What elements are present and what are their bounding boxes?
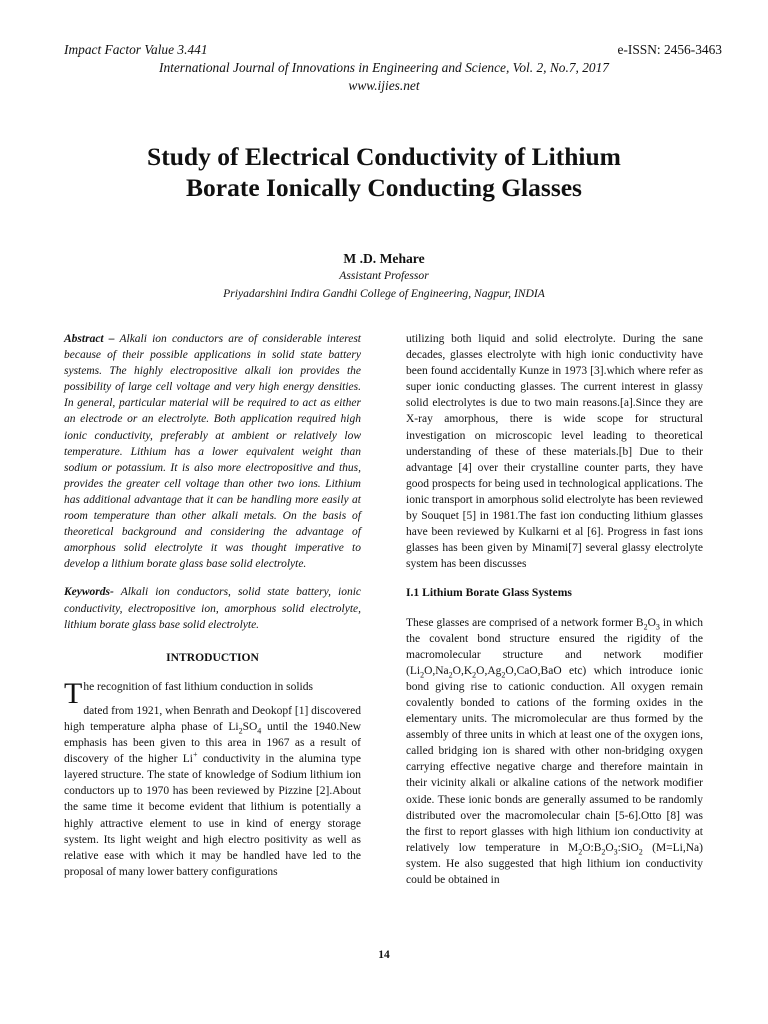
abstract bbox=[64, 331, 361, 572]
body-text: These glasses are comprised of a network former B bbox=[406, 616, 644, 629]
subscript: 3 bbox=[613, 847, 618, 857]
body-text: O,Ag bbox=[476, 664, 502, 677]
intro-text: until the 1940.New emphasis has been given to this area in 1967 as a result of discovery of the higher Li bbox=[64, 720, 361, 766]
intro-text: conductivity in the alumina type layered structure. The state of knowledge of Sodium lithium ion conductors up to 1970 has been reviewed by Pizzine [2].About the same time it become evident that lithium is potentially a highly attractive element to use in kind of energy storage system. Its light weight and high electro positivity as well as relative ease with which it may be handled have led to the proposal of many lower battery configurations bbox=[64, 753, 362, 878]
right-column bbox=[406, 331, 703, 888]
drop-cap: T bbox=[64, 676, 83, 710]
body-text: O,CaO,BaO etc) which introduce ionic bond giving rise to cationic conduction. All oxygen remain covalently bonded to cations of the forming oxides in the elementary units. The micromolecular are thus formed by the assembly of three units in which at least one of the oxygen ions, called bridging ion is shared with other non-bridging oxygen carrying effective negative charge and therefore maintain in their vicinity alkali or alkaline cations of the network modifier oxide. These ionic bonds are generally assumed to be randomly distributed over the macromolecular chain [5-6].Otto [8] was the first to report glasses with high lithium ion conductivity at relatively low temperature in M bbox=[406, 664, 703, 854]
section-1-1-paragraph bbox=[406, 615, 703, 889]
body-text: O bbox=[605, 841, 614, 854]
left-column bbox=[64, 331, 361, 880]
title-line-2: Borate Ionically Conducting Glasses bbox=[186, 173, 582, 202]
subscript: 2 bbox=[643, 621, 648, 631]
issn: e-ISSN: 2456-3463 bbox=[617, 42, 722, 57]
intro-first-line: he recognition of fast lithium conduction in solids bbox=[83, 680, 313, 693]
page-number: 14 bbox=[378, 949, 390, 961]
title-line-1: Study of Electrical Conductivity of Lithium bbox=[147, 142, 621, 171]
abstract-text: Alkali ion conductors are of considerable interest because of their possible applications in solid state battery systems. The highly electropositive alkali ion provides the possibility of large cell voltage and very high energy densities. In general, particular material will be required to act as either an electrode or an electrolyte. Both application required high ionic conductivity, preferably at ambient or relatively low temperature. Lithium has a lower equivalent weight than sodium or potassium. It is also more electropositive and thus, provides the greater cell voltage than other two ions. Lithium has additional advantage that it can be handling more easily at room temperature than other alkali metals. On the basis of theoretical background and considering the advantage of amorphous solid electrolyte it was thought imperative to develop a lithium borate glass base solid electrolyte. bbox=[64, 333, 361, 571]
body-text: in which the covalent bond structure ensured the rigidity of the macromolecular structure and network modifier (Li bbox=[406, 616, 703, 677]
section-heading-1-1: I.1 Lithium Borate Glass Systems bbox=[406, 586, 572, 600]
subscript: 2 bbox=[601, 847, 606, 857]
body-text: O bbox=[647, 616, 656, 629]
keywords-label: Keywords- bbox=[64, 586, 114, 599]
introduction-paragraph bbox=[64, 676, 362, 880]
body-text: O,K bbox=[452, 664, 473, 677]
introduction-continued: utilizing both liquid and solid electrolyte. During the sane decades, glasses electrolyte with high ionic conductivity have been found accidentally Kunze in 1973 [3].which where refer as super ionic conducting glasses. The current interest in glassy solid electrolytes is due to two main reasons.[a].Since they are X-ray amorphous, there is wide scope for structural investigation on microscopic level leading to theoretical understanding of these of these materials.[b] Due to their advantage [4] over their crystalline counter parts, they have good prospects for being used in technological applications. The ionic transport in amorphous solid electrolyte has been reviewed by Souquet [5] in 1981.The fast ion conducting lithium glasses have been reviewed by Kulkarni et al [6]. Progress in fast ions glasses has been given by Minami[7] several glassy electrolyte system has been discusses bbox=[406, 333, 703, 571]
body-text: :SiO bbox=[617, 841, 639, 854]
author-role: Assistant Professor bbox=[339, 269, 429, 282]
journal-name: International Journal of Innovations in Engineering and Science, Vol. 2, No.7, 2017 bbox=[158, 60, 610, 75]
impact-factor: Impact Factor Value 3.441 bbox=[64, 42, 208, 57]
superscript: + bbox=[192, 750, 198, 760]
keywords bbox=[64, 584, 361, 632]
body-text: (M=Li,Na) system. He also suggested that high lithium ion conductivity could be obtained in bbox=[406, 841, 703, 886]
subscript: 2 bbox=[238, 726, 243, 736]
keywords-text: Alkali ion conductors, solid state battery, ionic conductivity, electropositive ion, amorphous solid electrolyte, lithium borate glass base solid electrolyte. bbox=[64, 586, 361, 631]
subscript: 4 bbox=[257, 726, 262, 736]
author-affiliation: Priyadarshini Indira Gandhi College of Engineering, Nagpur, INDIA bbox=[223, 287, 545, 300]
body-text: O:B bbox=[582, 841, 602, 854]
body-text: O,Na bbox=[424, 664, 449, 677]
paper-title bbox=[40, 141, 728, 203]
introduction-heading: INTRODUCTION bbox=[166, 650, 259, 664]
intro-text: dated from 1921, when Benrath and Deokopf [1] discovered high temperature alpha phase of Li bbox=[64, 704, 361, 733]
intro-text: SO bbox=[242, 720, 258, 733]
subscript: 2 bbox=[420, 670, 425, 680]
subscript: 2 bbox=[638, 847, 643, 857]
running-header bbox=[64, 41, 722, 58]
journal-website: www.ijies.net bbox=[348, 78, 420, 93]
author-name: M .D. Mehare bbox=[343, 251, 425, 266]
abstract-label: Abstract – bbox=[64, 333, 115, 345]
subscript: 2 bbox=[578, 847, 583, 857]
subscript: 3 bbox=[655, 621, 660, 631]
subscript: 2 bbox=[501, 670, 506, 680]
subscript: 2 bbox=[448, 670, 453, 680]
subscript: 2 bbox=[472, 670, 477, 680]
